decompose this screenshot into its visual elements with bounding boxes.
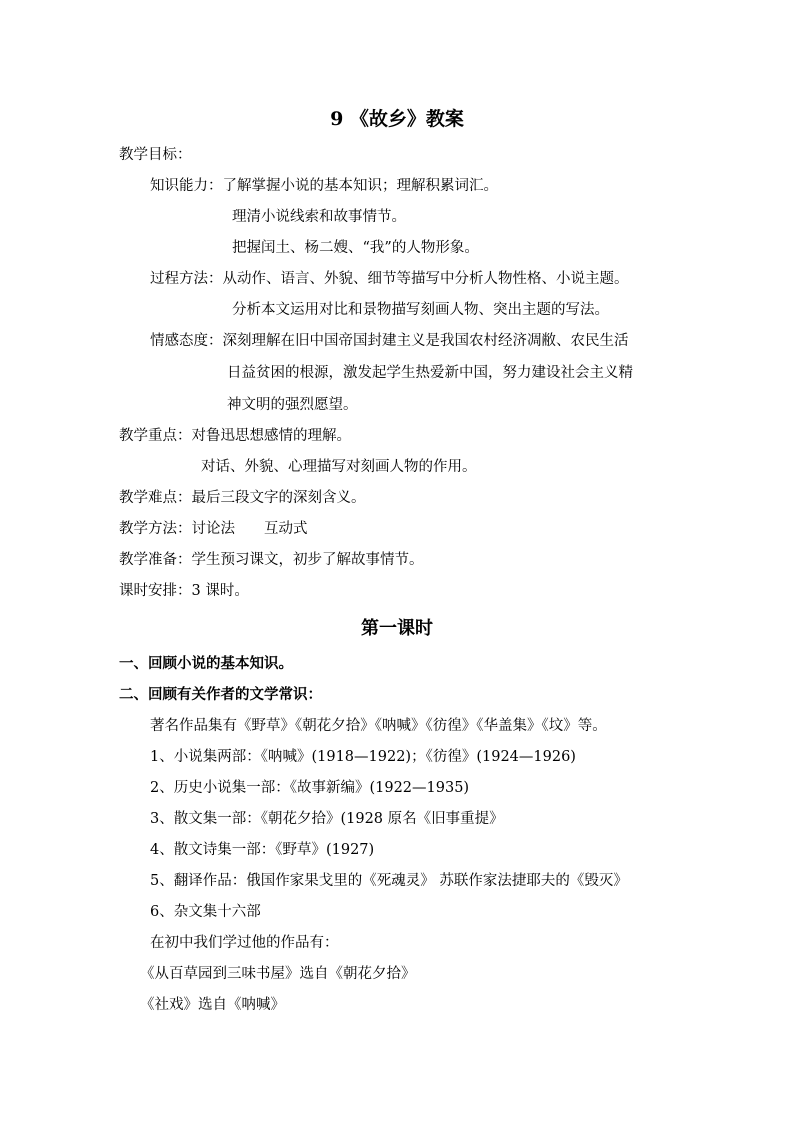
- works-list-item: 5、翻译作品：俄国作家果戈里的《死魂灵》 苏联作家法捷耶夫的《毁灭》: [150, 873, 628, 889]
- method-text: 讨论法 互动式: [191, 521, 308, 537]
- emotion-text-1: 深刻理解在旧中国帝国封建主义是我国农村经济凋敝、农民生活: [222, 333, 629, 349]
- emotion-text-2: 日益贫困的根源，激发起学生热爱新中国，努力建设社会主义精: [227, 365, 633, 381]
- works-list-item: 3、散文集一部：《朝花夕拾》(1928 原名《旧事重提》: [150, 811, 504, 827]
- difficulty-label: 教学难点：: [119, 490, 192, 506]
- prep-text: 学生预习课文，初步了解故事情节。: [191, 552, 424, 568]
- process-line-1: [150, 269, 629, 289]
- knowledge-label: 知识能力：: [150, 178, 223, 194]
- works-list-item: 4、散文诗集一部：《野草》(1927): [150, 842, 375, 858]
- works-intro: 著名作品集有《野草》《朝花夕拾》《呐喊》《彷徨》《华盖集》《坟》等。: [150, 718, 607, 734]
- prep-label: 教学准备：: [119, 552, 192, 568]
- junior-intro: 在初中我们学过他的作品有：: [150, 935, 339, 951]
- focus-item-1: 对鲁迅思想感情的理解。: [191, 428, 351, 444]
- junior-work-2: 《社戏》选自《呐喊》: [140, 997, 285, 1013]
- junior-work-1: 《从百草园到三味书屋》选自《朝花夕拾》: [140, 966, 416, 982]
- emotion-text-3: 神文明的强烈愿望。: [227, 397, 358, 413]
- knowledge-line-1: [150, 176, 498, 196]
- objectives-heading: 教学目标：: [119, 147, 192, 163]
- prep-line: [119, 550, 424, 570]
- method-label: 教学方法：: [119, 521, 192, 537]
- focus-label: 教学重点：: [119, 428, 192, 444]
- schedule-label: 课时安排：: [119, 583, 192, 599]
- section-2-heading: 二、回顾有关作者的文学常识：: [119, 686, 322, 703]
- lesson-heading: 第一课时: [361, 618, 433, 639]
- process-text-2: 分析本文运用对比和景物描写刻画人物、突出主题的写法。: [232, 302, 609, 318]
- method-line: [119, 519, 308, 539]
- schedule-line: [119, 581, 249, 601]
- process-label: 过程方法：: [150, 271, 223, 287]
- works-list-item: 1、小说集两部：《呐喊》(1918—1922)；《彷徨》(1924—1926): [150, 749, 576, 765]
- works-list-item: 6、杂文集十六部: [150, 904, 261, 920]
- knowledge-text-2: 理清小说线索和故事情节。: [232, 209, 406, 225]
- page-title: 9 《故乡》教案: [330, 108, 464, 130]
- works-list-item: 2、历史小说集一部：《故事新编》(1922—1935): [150, 780, 470, 796]
- focus-item-2: 对话、外貌、心理描写对刻画人物的作用。: [201, 459, 477, 475]
- difficulty-line: [119, 488, 366, 508]
- process-text-1: 从动作、语言、外貌、细节等描写中分析人物性格、小说主题。: [222, 271, 629, 287]
- schedule-text: 3 课时。: [191, 583, 249, 599]
- emotion-label: 情感态度：: [150, 333, 223, 349]
- knowledge-text-3: 把握闰土、杨二嫂、“我”的人物形象。: [232, 240, 479, 256]
- knowledge-text-1: 了解掌握小说的基本知识；理解积累词汇。: [222, 178, 498, 194]
- difficulty-text: 最后三段文字的深刻含义。: [191, 490, 366, 506]
- focus-line-1: [119, 426, 351, 446]
- emotion-line-1: [150, 331, 629, 351]
- section-1-heading: 一、回顾小说的基本知识。: [119, 655, 293, 672]
